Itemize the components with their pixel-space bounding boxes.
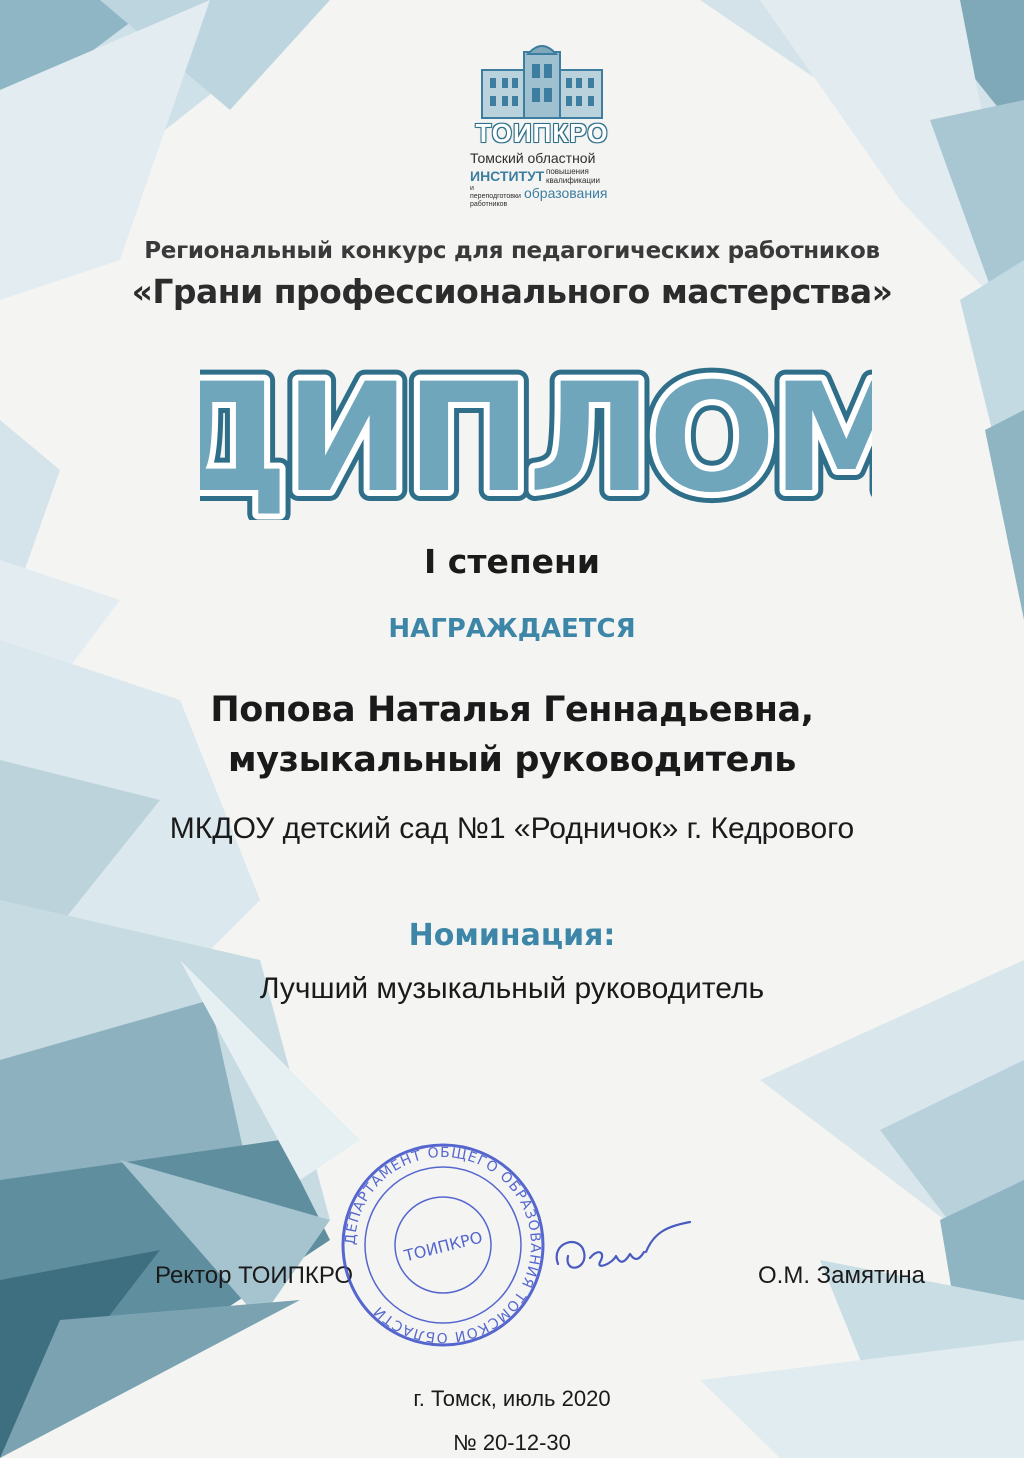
awarded-label: НАГРАЖДАЕТСЯ <box>388 614 636 644</box>
stamp-center-text: ТОИПКРО <box>402 1227 485 1266</box>
rector-label: Ректор ТОИПКРО <box>155 1262 354 1289</box>
contest-name: «Грани профессионального мастерства» <box>131 272 893 311</box>
recipient-name: Попова Наталья Геннадьевна, <box>210 690 814 730</box>
diploma-number: № 20-12-30 <box>453 1430 571 1455</box>
svg-text:ДИПЛОМ: ДИПЛОМ <box>200 352 872 520</box>
stamp-ring-text: ДЕПАРТАМЕНТ ОБЩЕГО ОБРАЗОВАНИЯ ТОМСКОЙ ОБЛАСТИ <box>342 1144 544 1346</box>
institute-logo <box>462 40 622 210</box>
nomination-label: Номинация: <box>408 918 616 953</box>
signature <box>550 1212 700 1282</box>
building-icon <box>462 40 622 120</box>
recipient-organization: МКДОУ детский сад №1 «Родничок» г. Кедрового <box>169 812 855 845</box>
official-stamp <box>338 1140 548 1350</box>
logo-line-retraining: и переподготовки работников <box>470 185 521 208</box>
logo-line-qualification: повышения квалификации <box>546 167 600 185</box>
diploma-degree: I степени <box>424 542 600 581</box>
logo-line-region: Томский областной <box>470 150 596 166</box>
diploma-title <box>200 340 872 520</box>
logo-line-education: образования <box>524 185 608 201</box>
svg-text:ДИПЛОМ: ДИПЛОМ <box>200 352 872 520</box>
nomination-value: Лучший музыкальный руководитель <box>259 972 765 1005</box>
logo-line-institute: ИНСТИТУТ <box>470 168 545 184</box>
signer-name: О.М. Замятина <box>758 1262 926 1289</box>
logo-brand: ТОИПКРО <box>475 118 609 148</box>
contest-subtitle: Региональный конкурс для педагогических работников <box>144 238 880 264</box>
diploma-title-text: ДИПЛОМ <box>200 352 872 520</box>
recipient-position: музыкальный руководитель <box>228 740 796 780</box>
place-and-date: г. Томск, июль 2020 <box>413 1386 611 1411</box>
